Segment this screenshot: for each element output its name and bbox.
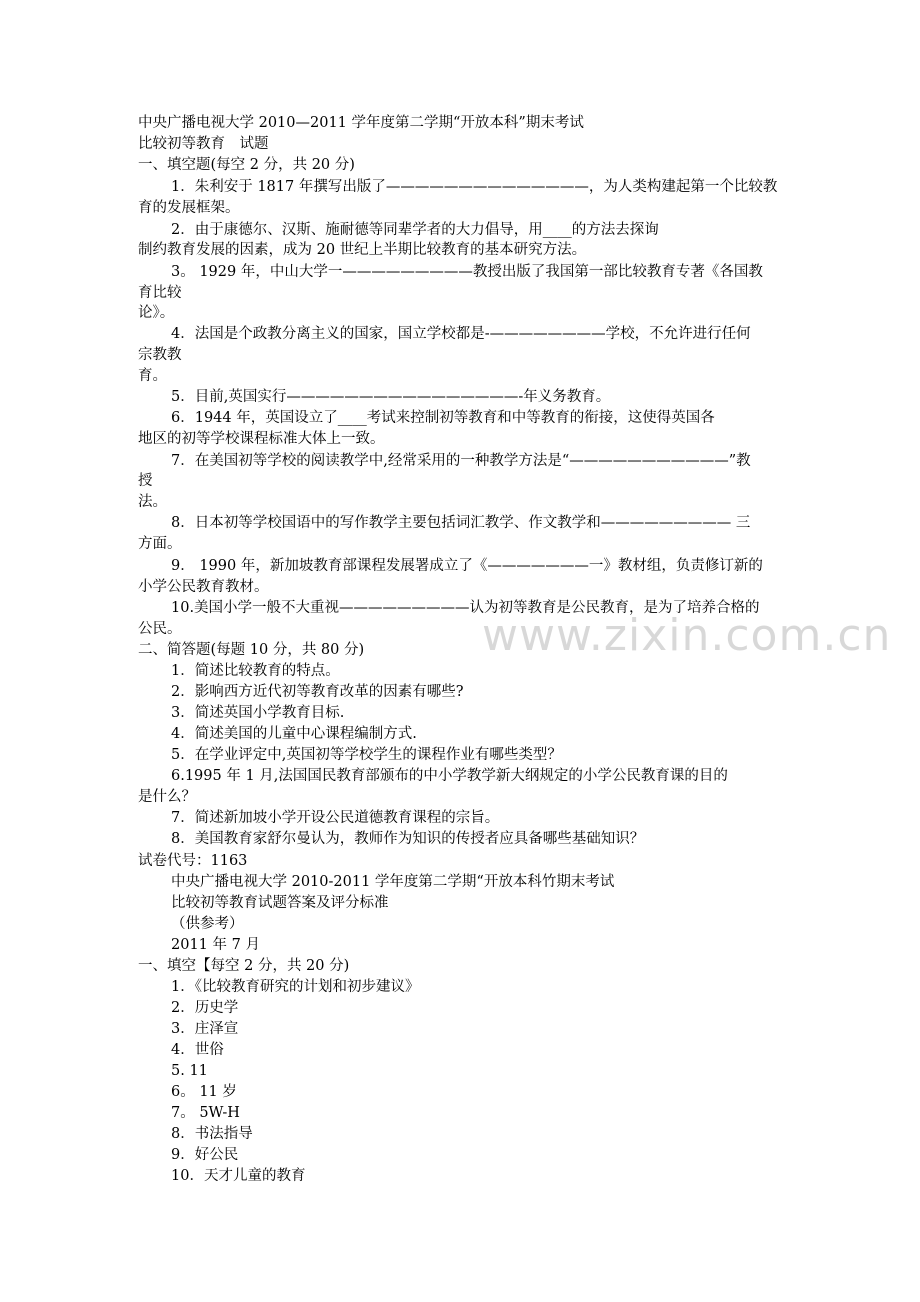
short-q7: 7．简述新加坡小学开设公民道德教育课程的宗旨。 <box>171 810 500 826</box>
short-q4: 4．简述美国的儿童中心课程编制方式. <box>171 726 417 742</box>
fill-q2-line1: 2．由于康德尔、汉斯、施耐德等同辈学者的大力倡导，用____的方法去探询 <box>171 222 659 238</box>
fill-q2-line2: 制约教育发展的因素，成为 20 世纪上半期比较教育的基本研究方法。 <box>138 242 587 258</box>
fill-q3-line2: 育比较 <box>138 285 182 301</box>
exam-code: 试卷代号：1163 <box>138 853 248 869</box>
fill-q5-line1: 5．目前,英国实行————————————————-年义务教育。 <box>171 389 611 405</box>
fill-q4-line1: 4．法国是个政教分离主义的国家，国立学校都是-————————学校，不允许进行任何 <box>171 326 751 342</box>
fill-q3-line1: 3。 1929 年，中山大学一—————————教授出版了我国第一部比较教育专著《各国教 <box>171 264 763 280</box>
section1-heading: 一、填空题(每空 2 分，共 20 分) <box>138 157 355 173</box>
fill-q7-line3: 法。 <box>138 494 167 510</box>
exam-subtitle: 比较初等教育 试题 <box>138 136 269 152</box>
fill-q4-line3: 育。 <box>138 368 167 384</box>
answer-item: 9．好公民 <box>171 1147 239 1163</box>
answer-item: 3．庄泽宣 <box>171 1021 239 1037</box>
short-q5: 5．在学业评定中,英国初等学校学生的课程作业有哪些类型？ <box>171 747 562 763</box>
answer-item: 6。 11 岁 <box>171 1084 237 1100</box>
exam-title: 中央广播电视大学 2010—2011 学年度第二学期“开放本科”期末考试 <box>138 115 584 131</box>
short-q2: 2．影响西方近代初等教育改革的因素有哪些? <box>171 684 464 700</box>
fill-q1-line1: 1．朱利安于 1817 年撰写出版了——————————————，为人类构建起第一个比较教 <box>171 179 778 195</box>
answers-note: （供参考） <box>171 916 244 932</box>
fill-q3-line3: 论》。 <box>138 305 175 321</box>
short-q6-line1: 6.1995 年 1 月,法国国民教育部颁布的中小学教学新大纲规定的小学公民教育课的目的 <box>171 768 728 784</box>
answers-date: 2011 年 7 月 <box>171 937 260 953</box>
fill-q9-line2: 小学公民教育教材。 <box>138 579 269 595</box>
fill-q6-line2: 地区的初等学校课程标准大体上一致。 <box>138 431 385 447</box>
answers-section1-heading: 一、填空【每空 2 分，共 20 分) <box>138 958 350 974</box>
fill-q8-line1: 8．日本初等学校国语中的写作教学主要包括词汇教学、作文教学和————————— 三 <box>171 515 751 531</box>
answer-item: 8．书法指导 <box>171 1126 253 1142</box>
fill-q1-line2: 育的发展框架。 <box>138 200 240 216</box>
answer-item: 1．《比较教育研究的计划和初步建议》 <box>171 979 420 995</box>
answer-item: 2．历史学 <box>171 1000 239 1016</box>
short-q3: 3．简述英国小学教育目标. <box>171 705 345 721</box>
answer-item: 7。 5W-H <box>171 1105 240 1121</box>
watermark: www.zixin.com.cn <box>482 610 892 661</box>
answer-item: 5. 11 <box>171 1063 208 1079</box>
answer-item: 4．世俗 <box>171 1042 224 1058</box>
short-q8: 8．美国教育家舒尔曼认为，教师作为知识的传授者应具备哪些基础知识？ <box>171 831 645 847</box>
section2-heading: 二、简答题(每题 10 分，共 80 分) <box>138 642 365 658</box>
answers-title: 中央广播电视大学 2010-2011 学年度第二学期“开放本科竹期末考试 <box>171 874 615 890</box>
fill-q4-line2: 宗教教 <box>138 347 182 363</box>
answers-subtitle: 比较初等教育试题答案及评分标准 <box>171 895 389 911</box>
short-q6-line2: 是什么？ <box>138 789 196 805</box>
fill-q10-line2: 公民。 <box>138 621 182 637</box>
answer-item: 10．天才儿童的教育 <box>171 1168 306 1184</box>
fill-q6-line1: 6．1944 年，英国设立了____考试来控制初等教育和中等教育的衔接，这使得英国各 <box>171 410 715 426</box>
fill-q9-line1: 9． 1990 年，新加坡教育部课程发展署成立了《———————一》教材组，负责修订新的 <box>171 558 763 574</box>
short-q1: 1．简述比较教育的特点。 <box>171 663 340 679</box>
fill-q8-line2: 方面。 <box>138 536 182 552</box>
fill-q7-line1: 7．在美国初等学校的阅读教学中,经常采用的一种教学方法是“———————————”教 <box>171 453 751 469</box>
fill-q7-line2: 授 <box>138 473 153 489</box>
fill-q10-line1: 10.美国小学一般不大重视—————————认为初等教育是公民教育，是为了培养合格的 <box>171 600 760 616</box>
